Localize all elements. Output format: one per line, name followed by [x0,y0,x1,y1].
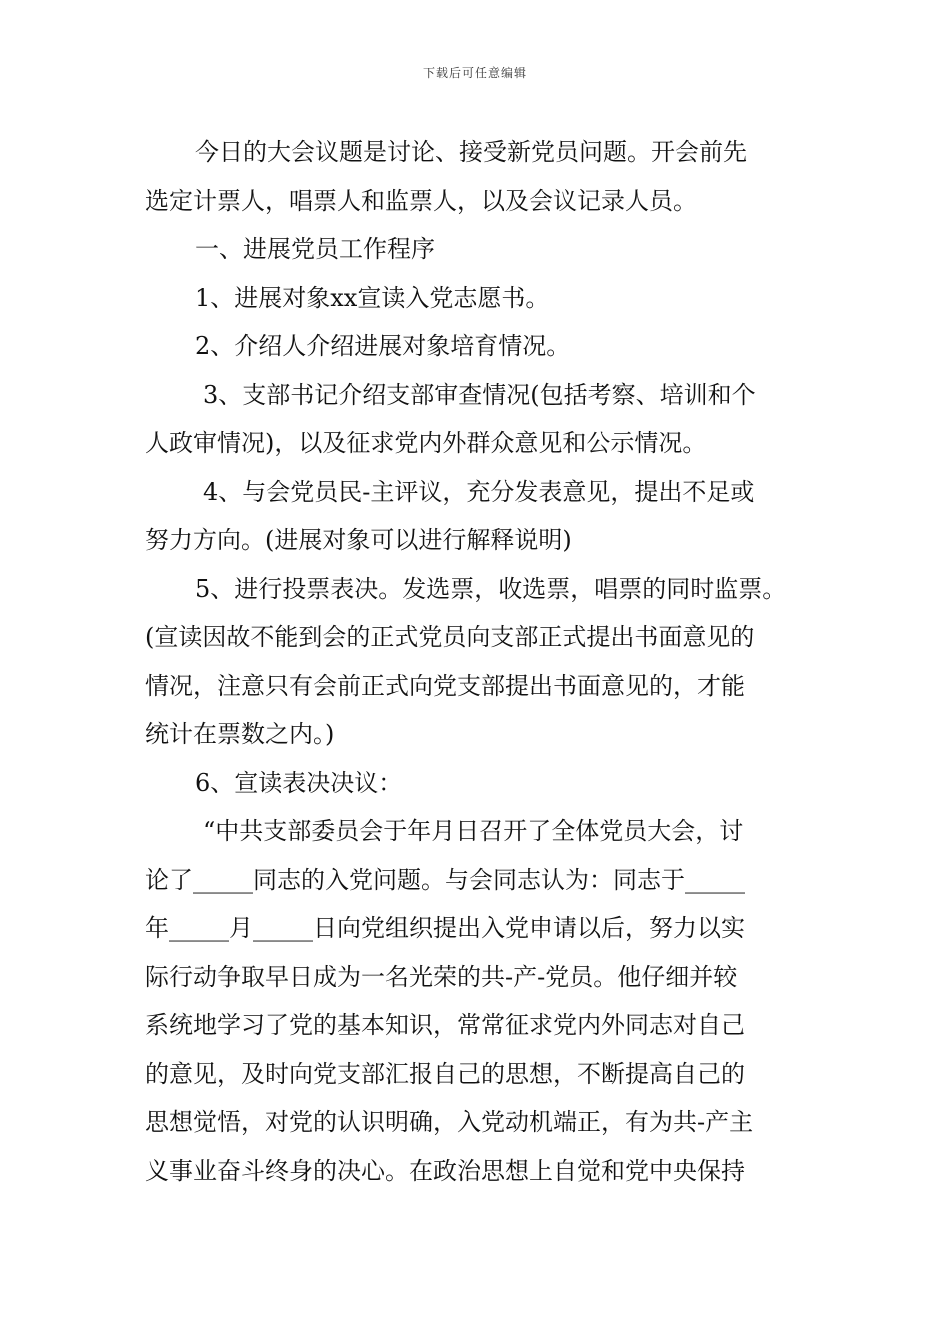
text-line: 努力方向。(进展对象可以进行解释说明) [145,526,572,554]
text-line: (宣读因故不能到会的正式党员向支部正式提出书面意见的 [145,623,755,651]
text-line: 2、介绍人介绍进展对象培育情况。 [195,332,571,360]
text-line: 年_____月_____日向党组织提出入党申请以后，努力以实 [145,914,745,942]
text-line: 人政审情况)，以及征求党内外群众意见和公示情况。 [145,429,707,457]
text-line: 际行动争取早日成为一名光荣的共-产-党员。他仔细并较 [145,962,738,991]
page-header: 下载后可任意编辑 [422,66,527,80]
text-line: 义事业奋斗终身的决心。在政治思想上自觉和党中央保持 [145,1156,745,1185]
text-line: 1、进展对象xx宣读入党志愿书。 [195,283,550,312]
text-line: 的意见，及时向党支部汇报自己的思想，不断提高自己的 [145,1059,745,1088]
text-line: 情况，注意只有会前正式向党支部提出书面意见的，才能 [145,671,745,700]
document-body [145,128,810,1195]
text-line: 选定计票人，唱票人和监票人，以及会议记录人员。 [145,186,697,215]
text-line: 论了_____同志的入党问题。与会同志认为：同志于_____ [145,865,745,894]
text-line: 6、宣读表决决议： [195,768,403,797]
text-line: 3、支部书记介绍支部审查情况(包括考察、培训和个 [203,380,756,409]
text-line: 统计在票数之内。) [145,720,335,748]
text-line: 5、进行投票表决。发选票，收选票，唱票的同时监票。 [195,574,787,603]
text-line: “中共支部委员会于年月日召开了全体党员大会，讨 [203,817,744,845]
text-line: 4、与会党员民-主评议，充分发表意见，提出不足或 [203,477,755,506]
text-line: 系统地学习了党的基本知识，常常征求党内外同志对自己 [145,1011,745,1039]
text-line: 今日的大会议题是讨论、接受新党员问题。开会前先 [195,138,747,166]
text-line: 思想觉悟，对党的认识明确，入党动机端正，有为共-产主 [145,1108,754,1136]
section-heading: 一、进展党员工作程序 [195,235,435,263]
